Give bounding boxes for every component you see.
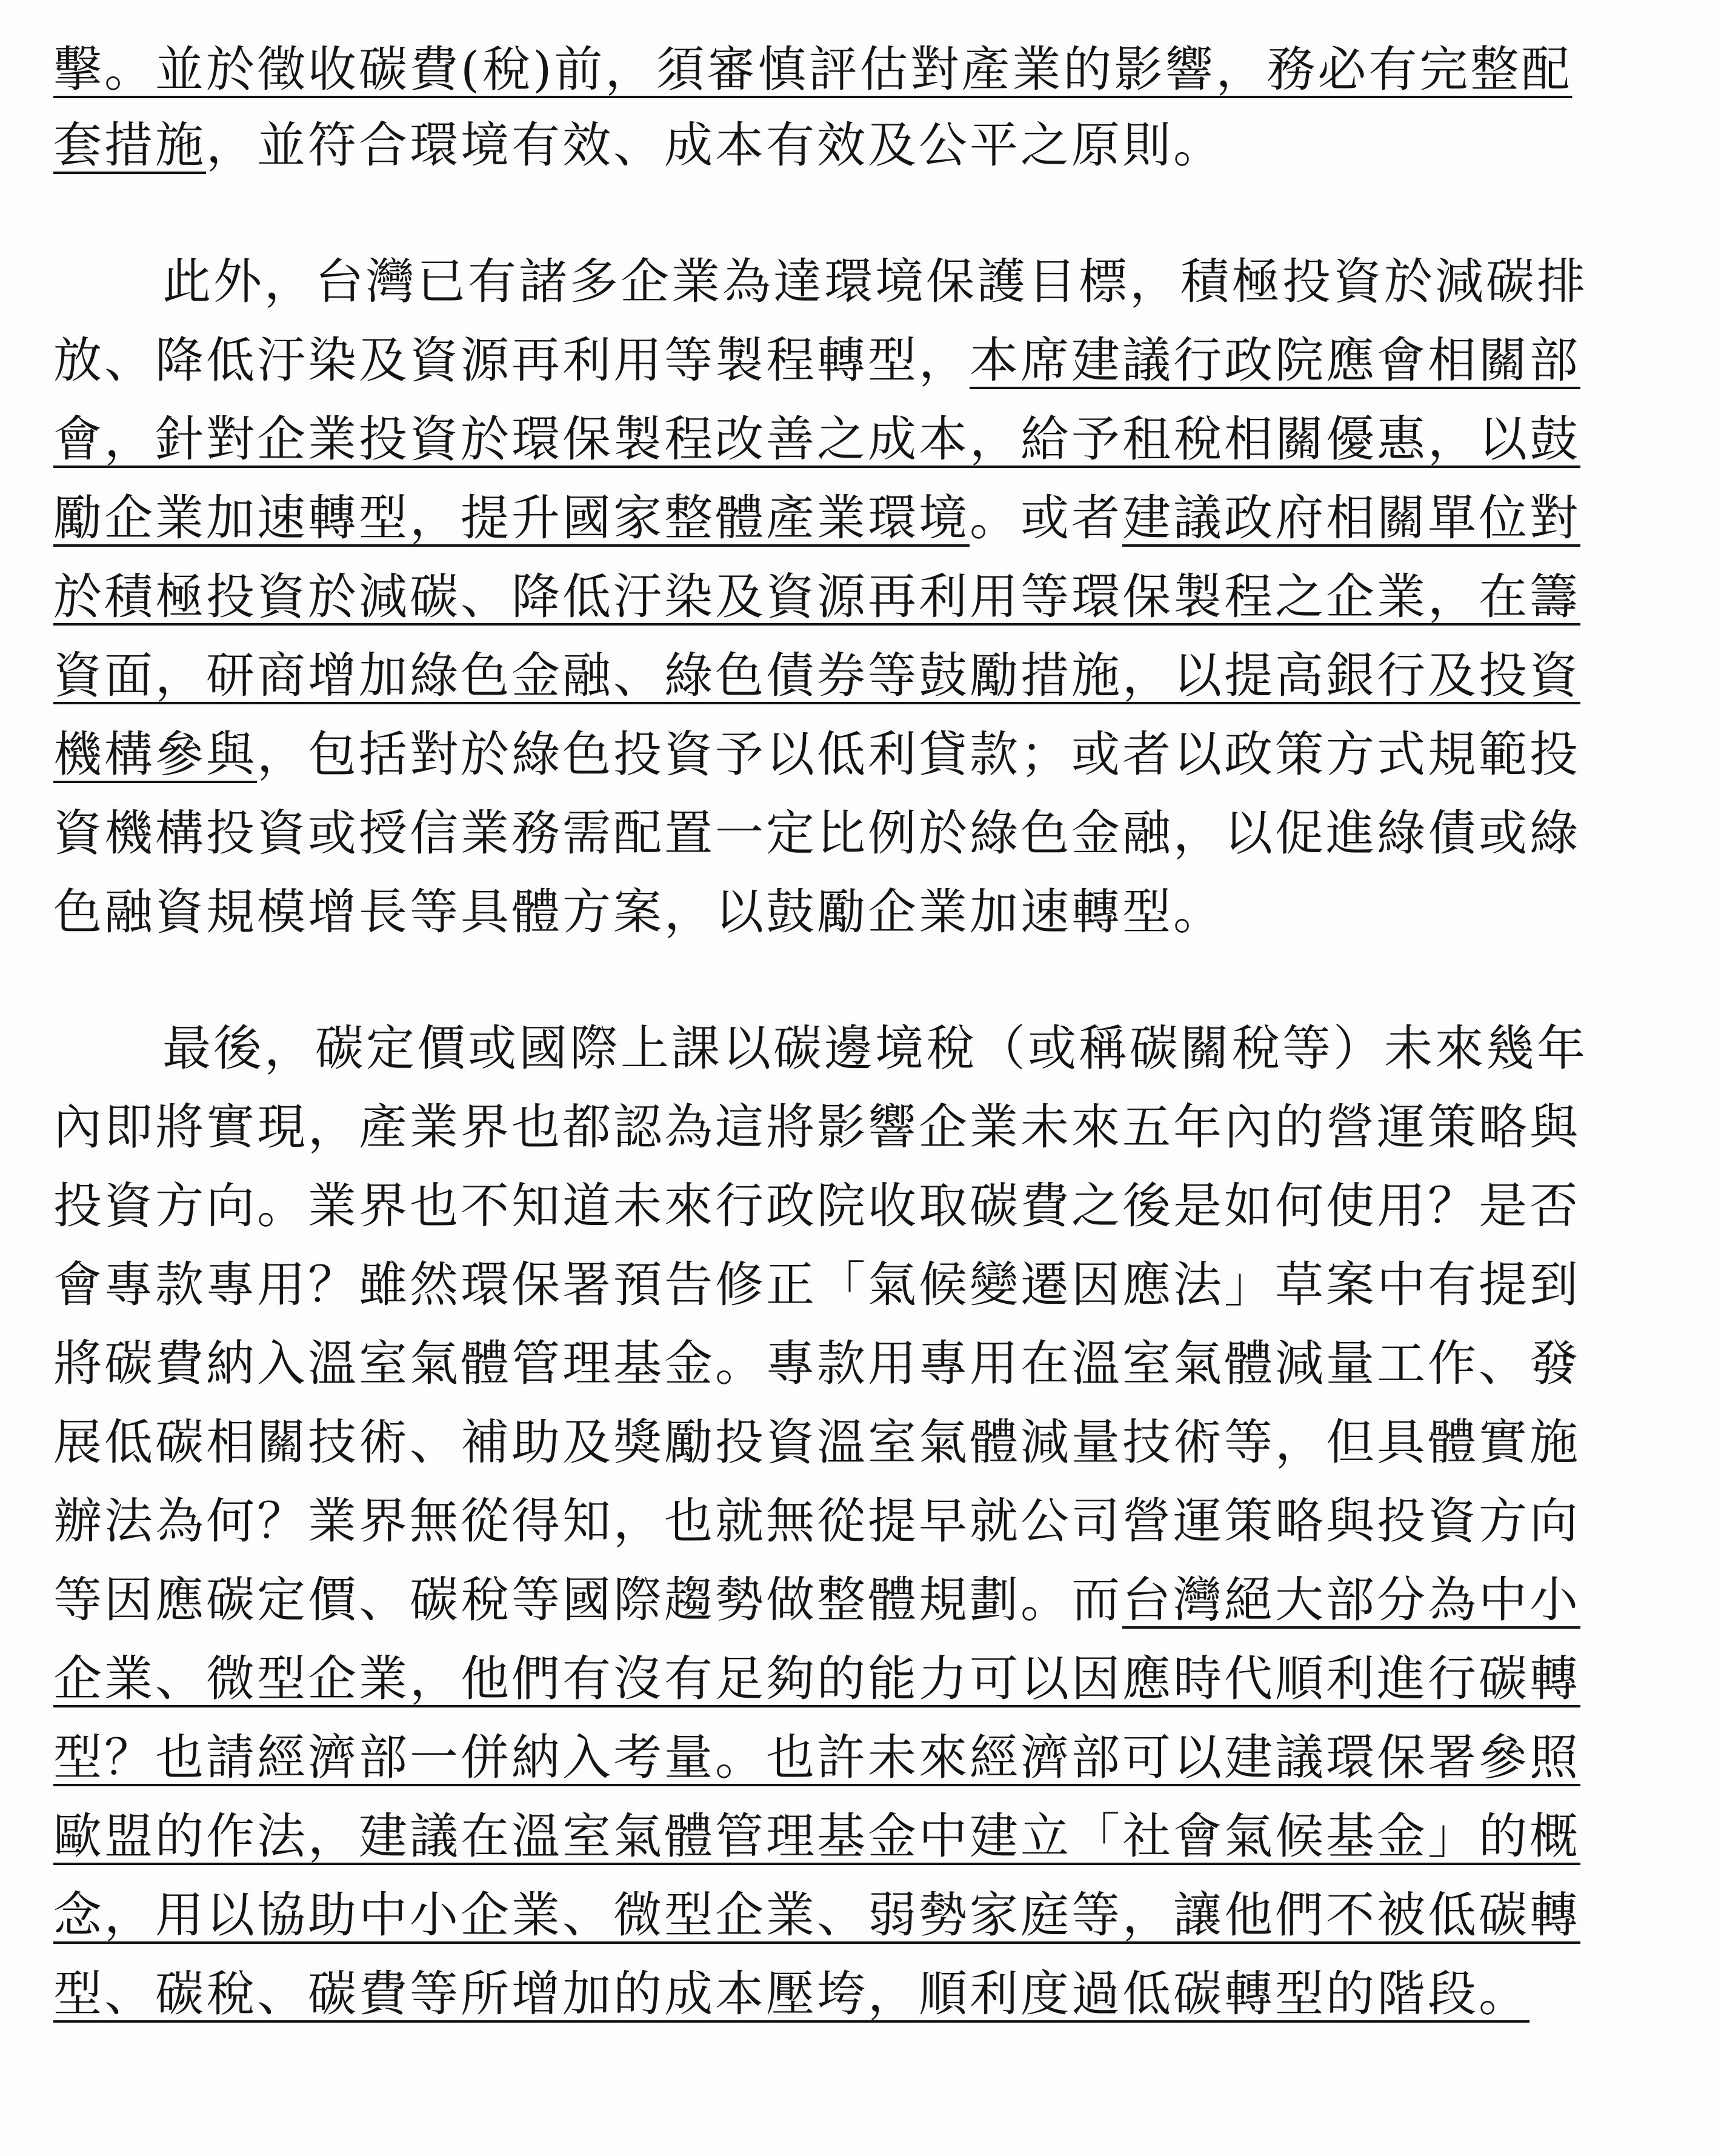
text-segment: 將碳費納入溫室氣體管理基金。專款用專用在溫室氣體減量工作、發 [53, 1335, 1580, 1392]
underlined-text: 套措施 [53, 117, 206, 173]
underlined-text: 建議政府相關單位對 [1122, 490, 1580, 546]
text-line [162, 1006, 1588, 1091]
text-line [53, 870, 1224, 955]
underlined-text: 擊。並於徵收碳費(稅)前，須審慎評估對產業的影響，務必有完整配 [53, 41, 1573, 98]
text-line [53, 633, 1580, 718]
text-segment: 最後，碳定價或國際上課以碳邊境稅（或稱碳關稅等）未來幾年 [162, 1020, 1588, 1076]
text-line [53, 1243, 1580, 1327]
text-segment: 此外，台灣已有諸多企業為達環境保護目標，積極投資於減碳排 [162, 253, 1588, 310]
text-line [162, 239, 1588, 324]
text-line [53, 1321, 1580, 1406]
text-segment: 投資方向。業界也不知道未來行政院收取碳費之後是如何使用？是否 [53, 1178, 1580, 1234]
text-line [53, 1085, 1580, 1170]
text-line [53, 712, 1580, 797]
text-line [53, 103, 1224, 188]
text-line [53, 555, 1580, 639]
underlined-text: 機構參與 [53, 726, 257, 783]
text-line [53, 1952, 1530, 2037]
text-segment: 放、降低汙染及資源再利用等製程轉型， [53, 332, 970, 389]
text-segment: 內即將實現，產業界也都認為這將影響企業未來五年內的營運策略與 [53, 1099, 1580, 1155]
text-segment: ，包括對於綠色投資予以低利貸款；或者以政策方式規範投 [257, 726, 1580, 783]
text-line [53, 1873, 1580, 1958]
text-line [53, 397, 1580, 482]
text-line [53, 1794, 1580, 1879]
text-segment: 會專款專用？雖然環保署預告修正「氣候變遷因應法」草案中有提到 [53, 1257, 1580, 1313]
underlined-text: 台灣絕大部分為中小 [1122, 1572, 1580, 1628]
text-segment: 色融資規模增長等具體方案，以鼓勵企業加速轉型。 [53, 884, 1224, 940]
underlined-text: 勵企業加速轉型，提升國家整體產業環境 [53, 490, 970, 546]
text-segment: ，並符合環境有效、成本有效及公平之原則。 [206, 117, 1224, 173]
underlined-text: 歐盟的作法，建議在溫室氣體管理基金中建立「社會氣候基金」的概 [53, 1808, 1580, 1864]
underlined-text: 於積極投資於減碳、降低汙染及資源再利用等環保製程之企業，在籌 [53, 569, 1580, 625]
text-line [53, 1715, 1580, 1800]
underlined-text: 型、碳稅、碳費等所增加的成本壓垮，順利度過低碳轉型的階段。 [53, 1966, 1530, 2022]
underlined-text: 企業、微型企業，他們有沒有足夠的能力可以因應時代順利進行碳轉 [53, 1650, 1580, 1707]
text-segment: 辦法為何？業界無從得知，也就無從提早就公司營運策略與投資方向 [53, 1493, 1580, 1549]
underlined-text: 型？也請經濟部一併納入考量。也許未來經濟部可以建議環保署參照 [53, 1729, 1580, 1786]
text-line [53, 1164, 1580, 1249]
text-line [53, 1637, 1580, 1721]
underlined-text: 資面，研商增加綠色金融、綠色債券等鼓勵措施，以提高銀行及投資 [53, 647, 1580, 704]
text-line [53, 476, 1580, 561]
text-segment: 資機構投資或授信業務需配置一定比例於綠色金融，以促進綠債或綠 [53, 805, 1580, 861]
text-line [53, 791, 1580, 876]
text-segment: 展低碳相關技術、補助及獎勵投資溫室氣體減量技術等，但具體實施 [53, 1414, 1580, 1470]
underlined-text: 會，針對企業投資於環保製程改善之成本，給予租稅相關優惠，以鼓 [53, 411, 1580, 467]
text-line [53, 1479, 1580, 1564]
underlined-text: 念，用以協助中小企業、微型企業、弱勢家庭等，讓他們不被低碳轉 [53, 1887, 1580, 1943]
text-line [53, 1558, 1580, 1643]
text-segment: 等因應碳定價、碳稅等國際趨勢做整體規劃。而 [53, 1572, 1122, 1628]
text-line [53, 1400, 1580, 1485]
text-segment: 。或者 [970, 490, 1122, 546]
underlined-text: 本席建議行政院應會相關部 [970, 332, 1580, 389]
text-line [53, 318, 1580, 403]
text-line [53, 27, 1572, 112]
